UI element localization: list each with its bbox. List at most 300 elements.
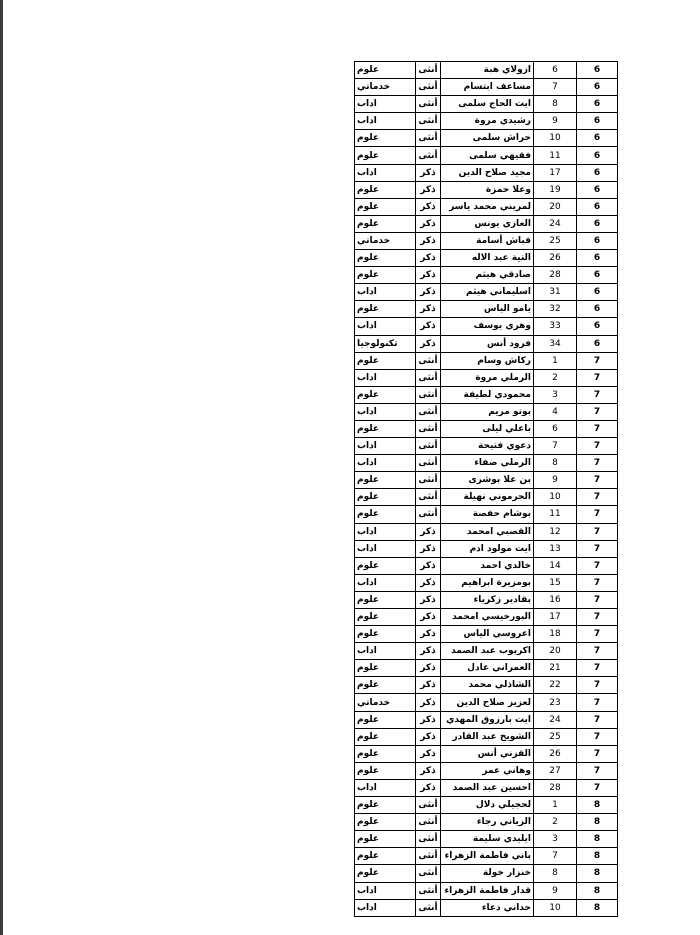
- table-row: [355, 591, 618, 608]
- track-cell: تكنولوجيا: [355, 335, 416, 352]
- track-cell: علوم: [355, 865, 416, 882]
- section-cell: 7: [577, 403, 618, 420]
- track-cell: علوم: [355, 267, 416, 284]
- gender-cell: أنثى: [416, 814, 441, 831]
- gender-cell: ذكر: [416, 318, 441, 335]
- table-row: [355, 609, 618, 626]
- track-cell: اداب: [355, 574, 416, 591]
- student-name-cell: بقادير زكرياء: [441, 591, 534, 608]
- table-row: [355, 506, 618, 523]
- section-cell: 8: [577, 882, 618, 899]
- section-cell: 6: [577, 335, 618, 352]
- student-name-cell: خالدي احمد: [441, 557, 534, 574]
- gender-cell: ذكر: [416, 250, 441, 267]
- section-cell: 8: [577, 865, 618, 882]
- table-row: [355, 899, 618, 916]
- track-cell: علوم: [355, 848, 416, 865]
- gender-cell: ذكر: [416, 643, 441, 660]
- student-name-cell: الغازي يونس: [441, 215, 534, 232]
- section-cell: 7: [577, 557, 618, 574]
- number-cell: 8: [534, 865, 577, 882]
- gender-cell: أنثى: [416, 403, 441, 420]
- number-cell: 20: [534, 643, 577, 660]
- table-row: [355, 420, 618, 437]
- gender-cell: ذكر: [416, 728, 441, 745]
- section-cell: 6: [577, 250, 618, 267]
- section-cell: 7: [577, 626, 618, 643]
- table-row: [355, 814, 618, 831]
- table-row: [355, 779, 618, 796]
- gender-cell: أنثى: [416, 96, 441, 113]
- table-row: [355, 198, 618, 215]
- track-cell: اداب: [355, 369, 416, 386]
- number-cell: 28: [534, 267, 577, 284]
- student-name-cell: وهري يوسف: [441, 318, 534, 335]
- student-name-cell: مساعف ابتسام: [441, 79, 534, 96]
- gender-cell: ذكر: [416, 181, 441, 198]
- table-row: [355, 79, 618, 96]
- student-name-cell: الرملي صفاء: [441, 455, 534, 472]
- section-cell: 6: [577, 267, 618, 284]
- track-cell: اداب: [355, 779, 416, 796]
- section-cell: 7: [577, 745, 618, 762]
- gender-cell: ذكر: [416, 762, 441, 779]
- section-cell: 7: [577, 489, 618, 506]
- student-name-cell: بومزيرة ابراهيم: [441, 574, 534, 591]
- gender-cell: ذكر: [416, 677, 441, 694]
- track-cell: اداب: [355, 113, 416, 130]
- section-cell: 8: [577, 814, 618, 831]
- table-row: [355, 677, 618, 694]
- table-row: [355, 62, 618, 79]
- track-cell: علوم: [355, 250, 416, 267]
- section-cell: 6: [577, 113, 618, 130]
- section-cell: 6: [577, 62, 618, 79]
- number-cell: 1: [534, 352, 577, 369]
- number-cell: 8: [534, 455, 577, 472]
- track-cell: علوم: [355, 198, 416, 215]
- track-cell: علوم: [355, 130, 416, 147]
- section-cell: 7: [577, 643, 618, 660]
- track-cell: اداب: [355, 523, 416, 540]
- gender-cell: أنثى: [416, 113, 441, 130]
- section-cell: 7: [577, 438, 618, 455]
- section-cell: 6: [577, 96, 618, 113]
- section-cell: 8: [577, 831, 618, 848]
- gender-cell: أنثى: [416, 831, 441, 848]
- gender-cell: أنثى: [416, 438, 441, 455]
- table-row: [355, 848, 618, 865]
- table-row: [355, 215, 618, 232]
- number-cell: 27: [534, 762, 577, 779]
- table-row: [355, 540, 618, 557]
- number-cell: 24: [534, 215, 577, 232]
- table-row: [355, 626, 618, 643]
- table-row: [355, 865, 618, 882]
- section-cell: 7: [577, 591, 618, 608]
- student-name-cell: القصبي امحمد: [441, 523, 534, 540]
- gender-cell: ذكر: [416, 540, 441, 557]
- section-cell: 6: [577, 318, 618, 335]
- table-row: [355, 523, 618, 540]
- gender-cell: أنثى: [416, 882, 441, 899]
- number-cell: 6: [534, 420, 577, 437]
- gender-cell: أنثى: [416, 147, 441, 164]
- table-row: [355, 797, 618, 814]
- section-cell: 6: [577, 198, 618, 215]
- student-name-cell: حراش سلمى: [441, 130, 534, 147]
- table-row: [355, 267, 618, 284]
- section-cell: 7: [577, 660, 618, 677]
- table-row: [355, 130, 618, 147]
- student-name-cell: فرود أنس: [441, 335, 534, 352]
- table-row: [355, 284, 618, 301]
- section-cell: 8: [577, 848, 618, 865]
- number-cell: 14: [534, 557, 577, 574]
- section-cell: 7: [577, 728, 618, 745]
- student-name-cell: ركاش وسام: [441, 352, 534, 369]
- student-name-cell: الشاذلي محمد: [441, 677, 534, 694]
- gender-cell: ذكر: [416, 609, 441, 626]
- student-name-cell: الشويخ عبد القادر: [441, 728, 534, 745]
- table-row: [355, 455, 618, 472]
- student-name-cell: الجرموني نهيلة: [441, 489, 534, 506]
- number-cell: 31: [534, 284, 577, 301]
- track-cell: علوم: [355, 814, 416, 831]
- number-cell: 7: [534, 79, 577, 96]
- number-cell: 28: [534, 779, 577, 796]
- section-cell: 8: [577, 797, 618, 814]
- track-cell: علوم: [355, 386, 416, 403]
- section-cell: 6: [577, 181, 618, 198]
- student-name-cell: بوشام حفصة: [441, 506, 534, 523]
- number-cell: 22: [534, 677, 577, 694]
- table-row: [355, 301, 618, 318]
- gender-cell: ذكر: [416, 164, 441, 181]
- section-cell: 7: [577, 677, 618, 694]
- number-cell: 34: [534, 335, 577, 352]
- gender-cell: أنثى: [416, 352, 441, 369]
- table-row: [355, 574, 618, 591]
- table-row: [355, 694, 618, 711]
- number-cell: 11: [534, 147, 577, 164]
- track-cell: علوم: [355, 506, 416, 523]
- number-cell: 6: [534, 62, 577, 79]
- number-cell: 3: [534, 386, 577, 403]
- gender-cell: ذكر: [416, 301, 441, 318]
- table-row: [355, 181, 618, 198]
- track-cell: علوم: [355, 301, 416, 318]
- number-cell: 11: [534, 506, 577, 523]
- number-cell: 17: [534, 164, 577, 181]
- section-cell: 7: [577, 523, 618, 540]
- table-row: [355, 113, 618, 130]
- table-row: [355, 472, 618, 489]
- track-cell: علوم: [355, 797, 416, 814]
- number-cell: 2: [534, 814, 577, 831]
- gender-cell: ذكر: [416, 215, 441, 232]
- table-row: [355, 232, 618, 249]
- roster-body: [355, 62, 618, 917]
- gender-cell: ذكر: [416, 591, 441, 608]
- track-cell: علوم: [355, 660, 416, 677]
- table-row: [355, 557, 618, 574]
- number-cell: 23: [534, 694, 577, 711]
- gender-cell: ذكر: [416, 232, 441, 249]
- section-cell: 7: [577, 369, 618, 386]
- section-cell: 6: [577, 232, 618, 249]
- track-cell: خدماتي: [355, 694, 416, 711]
- gender-cell: أنثى: [416, 455, 441, 472]
- track-cell: علوم: [355, 728, 416, 745]
- number-cell: 9: [534, 113, 577, 130]
- number-cell: 3: [534, 831, 577, 848]
- student-name-cell: النية عبد الاله: [441, 250, 534, 267]
- student-name-cell: ايليدي سليمة: [441, 831, 534, 848]
- number-cell: 24: [534, 711, 577, 728]
- section-cell: 7: [577, 574, 618, 591]
- section-cell: 6: [577, 284, 618, 301]
- track-cell: اداب: [355, 540, 416, 557]
- number-cell: 26: [534, 745, 577, 762]
- number-cell: 32: [534, 301, 577, 318]
- gender-cell: أنثى: [416, 79, 441, 96]
- track-cell: خدماتي: [355, 79, 416, 96]
- table-row: [355, 745, 618, 762]
- student-name-cell: اعروسي الياس: [441, 626, 534, 643]
- table-row: [355, 250, 618, 267]
- table-row: [355, 882, 618, 899]
- section-cell: 7: [577, 472, 618, 489]
- table-row: [355, 489, 618, 506]
- student-name-cell: ايت بارزوق المهدي: [441, 711, 534, 728]
- track-cell: علوم: [355, 62, 416, 79]
- student-name-cell: لعزيز صلاح الدين: [441, 694, 534, 711]
- student-name-cell: لحجيلي دلال: [441, 797, 534, 814]
- table-row: [355, 352, 618, 369]
- track-cell: علوم: [355, 557, 416, 574]
- table-row: [355, 147, 618, 164]
- gender-cell: ذكر: [416, 267, 441, 284]
- table-row: [355, 711, 618, 728]
- number-cell: 10: [534, 489, 577, 506]
- number-cell: 25: [534, 728, 577, 745]
- number-cell: 9: [534, 472, 577, 489]
- gender-cell: أنثى: [416, 865, 441, 882]
- gender-cell: أنثى: [416, 506, 441, 523]
- section-cell: 7: [577, 694, 618, 711]
- student-name-cell: الرملي مروة: [441, 369, 534, 386]
- gender-cell: ذكر: [416, 626, 441, 643]
- track-cell: علوم: [355, 489, 416, 506]
- number-cell: 33: [534, 318, 577, 335]
- student-name-cell: قباش أسامة: [441, 232, 534, 249]
- section-cell: 6: [577, 79, 618, 96]
- student-name-cell: حداني دعاء: [441, 899, 534, 916]
- student-name-cell: وعلا حمزة: [441, 181, 534, 198]
- gender-cell: أنثى: [416, 386, 441, 403]
- gender-cell: ذكر: [416, 557, 441, 574]
- table-row: [355, 335, 618, 352]
- student-name-cell: رشيدي مروة: [441, 113, 534, 130]
- table-row: [355, 318, 618, 335]
- number-cell: 25: [534, 232, 577, 249]
- student-name-cell: صادقي هيثم: [441, 267, 534, 284]
- gender-cell: أنثى: [416, 797, 441, 814]
- number-cell: 8: [534, 96, 577, 113]
- number-cell: 10: [534, 130, 577, 147]
- student-name-cell: العمراني عادل: [441, 660, 534, 677]
- number-cell: 21: [534, 660, 577, 677]
- track-cell: اداب: [355, 164, 416, 181]
- number-cell: 20: [534, 198, 577, 215]
- table-row: [355, 728, 618, 745]
- number-cell: 18: [534, 626, 577, 643]
- track-cell: علوم: [355, 147, 416, 164]
- gender-cell: ذكر: [416, 660, 441, 677]
- gender-cell: ذكر: [416, 694, 441, 711]
- gender-cell: أنثى: [416, 489, 441, 506]
- gender-cell: ذكر: [416, 779, 441, 796]
- gender-cell: أنثى: [416, 899, 441, 916]
- table-row: [355, 369, 618, 386]
- number-cell: 7: [534, 848, 577, 865]
- track-cell: اداب: [355, 438, 416, 455]
- track-cell: علوم: [355, 215, 416, 232]
- track-cell: علوم: [355, 626, 416, 643]
- section-cell: 7: [577, 506, 618, 523]
- number-cell: 13: [534, 540, 577, 557]
- student-name-cell: وهاني عمر: [441, 762, 534, 779]
- gender-cell: أنثى: [416, 130, 441, 147]
- track-cell: علوم: [355, 762, 416, 779]
- number-cell: 4: [534, 403, 577, 420]
- student-name-cell: يامو الياس: [441, 301, 534, 318]
- gender-cell: ذكر: [416, 523, 441, 540]
- student-name-cell: ازولاي هبة: [441, 62, 534, 79]
- section-cell: 7: [577, 779, 618, 796]
- number-cell: 10: [534, 899, 577, 916]
- section-cell: 7: [577, 455, 618, 472]
- track-cell: علوم: [355, 831, 416, 848]
- section-cell: 6: [577, 147, 618, 164]
- track-cell: علوم: [355, 181, 416, 198]
- gender-cell: ذكر: [416, 574, 441, 591]
- track-cell: اداب: [355, 643, 416, 660]
- table-row: [355, 386, 618, 403]
- number-cell: 1: [534, 797, 577, 814]
- student-name-cell: فقيهي سلمى: [441, 147, 534, 164]
- track-cell: اداب: [355, 96, 416, 113]
- section-cell: 6: [577, 164, 618, 181]
- number-cell: 26: [534, 250, 577, 267]
- number-cell: 15: [534, 574, 577, 591]
- track-cell: اداب: [355, 899, 416, 916]
- student-name-cell: محمودي لطيفة: [441, 386, 534, 403]
- section-cell: 7: [577, 609, 618, 626]
- student-name-cell: ايت الحاج سلمى: [441, 96, 534, 113]
- table-row: [355, 831, 618, 848]
- gender-cell: أنثى: [416, 420, 441, 437]
- gender-cell: ذكر: [416, 284, 441, 301]
- track-cell: علوم: [355, 472, 416, 489]
- track-cell: علوم: [355, 677, 416, 694]
- section-cell: 7: [577, 352, 618, 369]
- section-cell: 7: [577, 386, 618, 403]
- track-cell: علوم: [355, 745, 416, 762]
- track-cell: علوم: [355, 420, 416, 437]
- track-cell: خدماتي: [355, 232, 416, 249]
- gender-cell: ذكر: [416, 745, 441, 762]
- student-name-cell: احسين عبد الصمد: [441, 779, 534, 796]
- table-row: [355, 164, 618, 181]
- student-name-cell: خنزار خولة: [441, 865, 534, 882]
- student-name-cell: القزني أنس: [441, 745, 534, 762]
- section-cell: 6: [577, 215, 618, 232]
- gender-cell: أنثى: [416, 369, 441, 386]
- track-cell: اداب: [355, 403, 416, 420]
- track-cell: علوم: [355, 352, 416, 369]
- track-cell: علوم: [355, 609, 416, 626]
- track-cell: علوم: [355, 591, 416, 608]
- student-name-cell: البورخيسي امحمد: [441, 609, 534, 626]
- section-cell: 6: [577, 130, 618, 147]
- number-cell: 7: [534, 438, 577, 455]
- student-name-cell: مجيد صلاح الدين: [441, 164, 534, 181]
- table-row: [355, 403, 618, 420]
- number-cell: 9: [534, 882, 577, 899]
- table-row: [355, 660, 618, 677]
- track-cell: علوم: [355, 711, 416, 728]
- student-name-cell: لمريني محمد ياسر: [441, 198, 534, 215]
- student-name-cell: دعوي فتيحة: [441, 438, 534, 455]
- number-cell: 12: [534, 523, 577, 540]
- number-cell: 17: [534, 609, 577, 626]
- student-name-cell: قدار فاطمة الزهراء: [441, 882, 534, 899]
- section-cell: 7: [577, 540, 618, 557]
- gender-cell: أنثى: [416, 472, 441, 489]
- table-row: [355, 438, 618, 455]
- student-name-cell: باني فاطمة الزهراء: [441, 848, 534, 865]
- gender-cell: أنثى: [416, 848, 441, 865]
- table-row: [355, 643, 618, 660]
- section-cell: 7: [577, 762, 618, 779]
- number-cell: 2: [534, 369, 577, 386]
- student-name-cell: ايت مولود ادم: [441, 540, 534, 557]
- student-name-cell: اسليماني هيثم: [441, 284, 534, 301]
- section-cell: 8: [577, 899, 618, 916]
- gender-cell: ذكر: [416, 711, 441, 728]
- table-row: [355, 96, 618, 113]
- track-cell: اداب: [355, 284, 416, 301]
- section-cell: 6: [577, 301, 618, 318]
- track-cell: اداب: [355, 318, 416, 335]
- gender-cell: ذكر: [416, 198, 441, 215]
- section-cell: 7: [577, 420, 618, 437]
- gender-cell: أنثى: [416, 62, 441, 79]
- table-row: [355, 762, 618, 779]
- student-roster-table: [354, 61, 618, 917]
- student-name-cell: الزياني رجاء: [441, 814, 534, 831]
- track-cell: اداب: [355, 455, 416, 472]
- number-cell: 16: [534, 591, 577, 608]
- gender-cell: ذكر: [416, 335, 441, 352]
- student-name-cell: بوتو مريم: [441, 403, 534, 420]
- number-cell: 19: [534, 181, 577, 198]
- student-name-cell: اكريوب عبد الصمد: [441, 643, 534, 660]
- student-name-cell: باعلي ليلى: [441, 420, 534, 437]
- section-cell: 7: [577, 711, 618, 728]
